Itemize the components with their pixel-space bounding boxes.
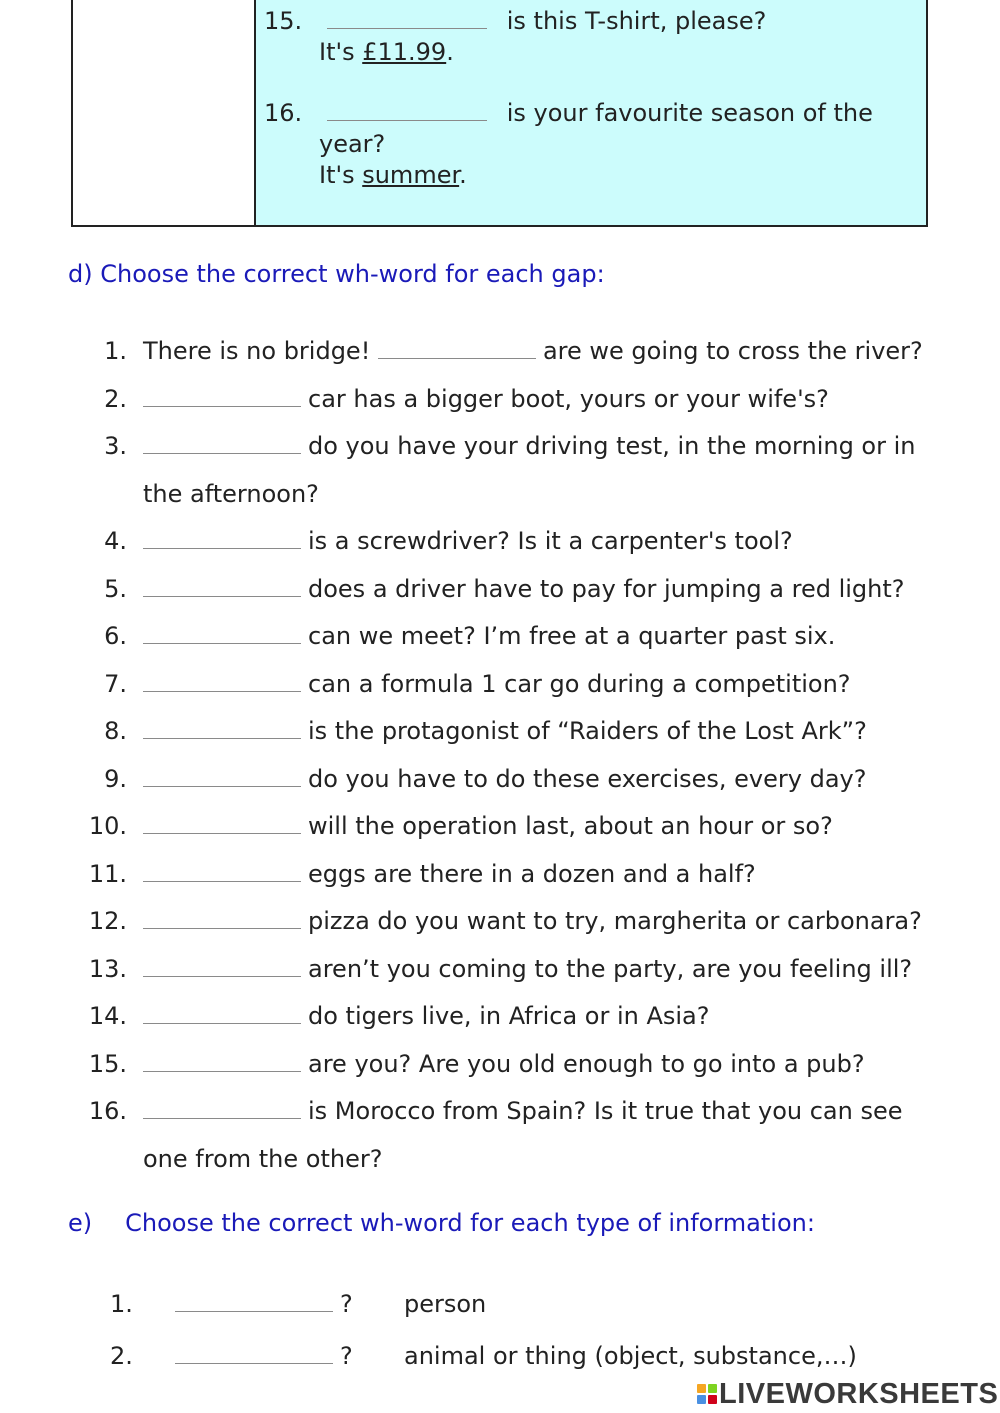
question-line <box>143 666 851 702</box>
question-line <box>143 571 905 607</box>
section-e-letter: e) <box>68 1209 93 1237</box>
answer-gap[interactable] <box>327 27 487 29</box>
question-line <box>143 713 867 749</box>
liveworksheets-logo <box>697 1377 998 1411</box>
question-text: is this T-shirt, please? <box>506 7 767 35</box>
question-text: is the protagonist of “Raiders of the Lost Ark”? <box>308 717 867 745</box>
question-text-wrap: year? <box>319 130 386 158</box>
answer-gap[interactable] <box>378 357 536 359</box>
answer-table <box>71 0 928 227</box>
question-number: 9. <box>104 764 127 793</box>
question-line <box>143 1093 903 1129</box>
question-text: is Morocco from Spain? Is it true that you can see <box>308 1097 903 1125</box>
answer-line: It's £11.99. <box>319 38 454 66</box>
answer-gap[interactable] <box>143 1117 301 1119</box>
table-left-cell <box>73 0 256 225</box>
question-number: 7. <box>104 669 127 698</box>
section-d-heading: d) Choose the correct wh-word for each gap: <box>68 260 605 288</box>
answer-gap[interactable] <box>143 1070 301 1072</box>
question-line <box>143 1046 865 1082</box>
answer-gap[interactable] <box>175 1362 333 1364</box>
info-number: 1. <box>110 1290 133 1318</box>
question-text: does a driver have to pay for jumping a red light? <box>308 574 905 603</box>
question-line <box>143 523 793 559</box>
info-type: animal or thing (object, substance,…) <box>404 1342 857 1370</box>
section-e-title: Choose the correct wh-word for each type of information: <box>125 1209 815 1237</box>
info-type: person <box>404 1290 487 1318</box>
question-text: can a formula 1 car go during a competition? <box>308 669 851 698</box>
answer-gap[interactable] <box>143 927 301 929</box>
table-right-cell <box>256 0 926 225</box>
question-line <box>143 381 829 417</box>
question-text: are you? Are you old enough to go into a pub? <box>308 1049 865 1078</box>
question-number: 14. <box>88 1002 127 1030</box>
answer-gap[interactable] <box>143 452 301 454</box>
logo-square <box>697 1384 706 1393</box>
question-line <box>143 903 922 939</box>
logo-square <box>708 1384 717 1393</box>
answer-gap[interactable] <box>143 737 301 739</box>
question-number: 3. <box>104 432 127 460</box>
logo-square <box>708 1395 717 1404</box>
question-text: are we going to cross the river? <box>542 337 923 365</box>
question-line <box>143 998 710 1034</box>
question-text: will the operation last, about an hour or so? <box>308 812 833 840</box>
question-number: 4. <box>104 527 127 555</box>
answer-gap[interactable] <box>143 690 301 692</box>
question-line <box>143 856 756 892</box>
answer-gap[interactable] <box>327 119 487 121</box>
answer-gap[interactable] <box>143 832 301 834</box>
answer-gap[interactable] <box>143 642 301 644</box>
question-number: 10. <box>88 812 127 840</box>
question-text: do you have to do these exercises, every day? <box>308 764 867 793</box>
question-number: 6. <box>104 622 127 650</box>
question-line <box>143 808 833 844</box>
question-text: pizza do you want to try, margherita or carbonara? <box>308 907 922 935</box>
question-line <box>143 951 912 987</box>
question-mark: ? <box>340 1342 353 1370</box>
answer-underlined: summer <box>362 161 460 189</box>
answer-underlined: £11.99 <box>362 38 447 66</box>
question-text: car has a bigger boot, yours or your wife's? <box>308 384 829 413</box>
question-number: 8. <box>104 717 127 745</box>
answer-gap[interactable] <box>143 785 301 787</box>
logo-text: LIVEWORKSHEETS <box>719 1377 999 1410</box>
question-line <box>143 333 923 369</box>
answer-gap[interactable] <box>143 547 301 549</box>
question-text-wrap: one from the other? <box>143 1144 383 1173</box>
question-text-wrap: the afternoon? <box>143 479 319 508</box>
logo-square <box>697 1395 706 1404</box>
question-number: 15. <box>88 1049 127 1078</box>
question-line <box>143 618 835 654</box>
question-text: do you have your driving test, in the morning or in <box>308 432 916 460</box>
logo-icon <box>697 1384 717 1404</box>
section-e-heading <box>68 1209 815 1237</box>
question-mark: ? <box>340 1290 353 1318</box>
question-text: can we meet? I’m free at a quarter past six. <box>308 622 836 650</box>
question-number: 1. <box>104 337 127 365</box>
answer-gap[interactable] <box>143 405 301 407</box>
question-number: 15. <box>264 7 303 35</box>
question-line <box>143 428 916 464</box>
question-text: eggs are there in a dozen and a half? <box>308 859 756 888</box>
question-text: is a screwdriver? Is it a carpenter's tool? <box>308 527 793 555</box>
question-number: 13. <box>88 954 127 983</box>
answer-gap[interactable] <box>143 975 301 977</box>
question-number: 5. <box>104 574 127 603</box>
answer-gap[interactable] <box>175 1310 333 1312</box>
question-number: 12. <box>88 907 127 935</box>
question-line <box>143 761 866 797</box>
question-number: 16. <box>88 1097 127 1125</box>
question-number: 2. <box>104 384 127 413</box>
question-number: 16. <box>264 99 303 127</box>
question-text-before: There is no bridge! <box>143 337 378 365</box>
question-text: is your favourite season of the <box>506 99 873 127</box>
answer-line: It's summer. <box>319 161 467 189</box>
question-number: 11. <box>88 859 127 888</box>
question-text: do tigers live, in Africa or in Asia? <box>308 1002 710 1030</box>
answer-gap[interactable] <box>143 880 301 882</box>
info-number: 2. <box>110 1342 133 1370</box>
answer-gap[interactable] <box>143 595 301 597</box>
question-text: aren’t you coming to the party, are you feeling ill? <box>308 954 913 983</box>
answer-gap[interactable] <box>143 1022 301 1024</box>
